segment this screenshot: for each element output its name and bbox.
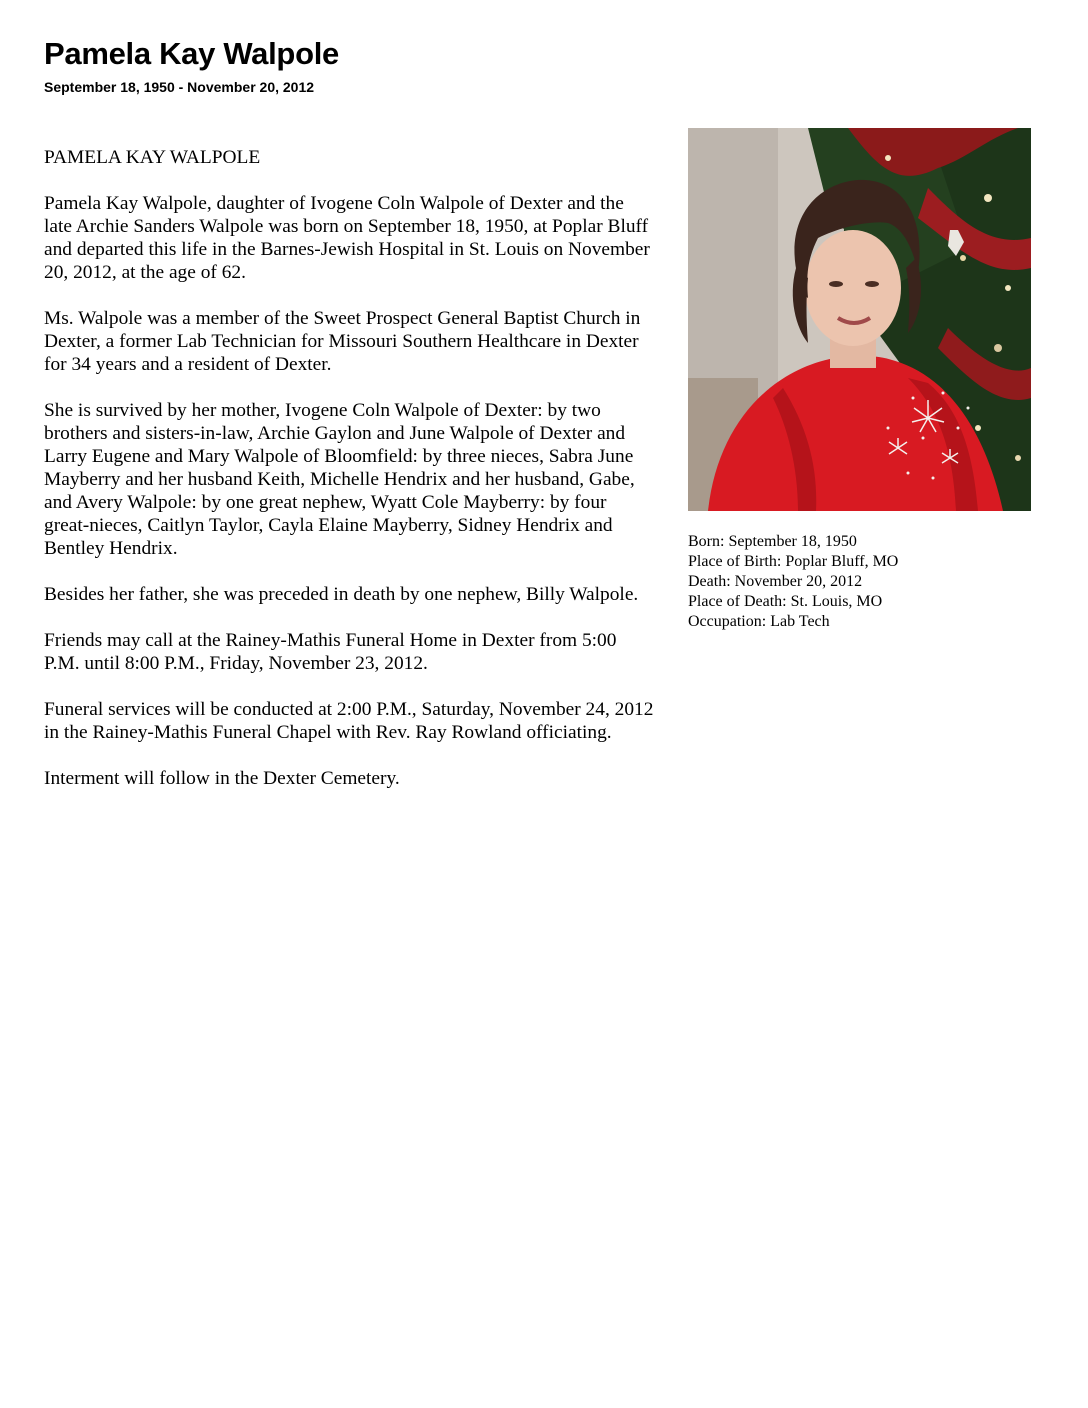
obituary-paragraph: Ms. Walpole was a member of the Sweet Prospect General Baptist Church in Dexter, a former Lab Technician for Missouri Southern Healthcare in Dexter for 34 years and a resident of Dexter. [44,308,641,375]
fact-death: Death: November 20, 2012 [688,573,863,590]
obituary-paragraph: Pamela Kay Walpole, daughter of Ivogene Coln Walpole of Dexter and the late Archie Sanders Walpole was born on September 18, 1950, at Poplar Bluff and departed this life in the Barnes-Jewish Hospital in St. Louis on November 20, 2012, at the age of 62. [44,193,650,283]
fact-place-of-death: Place of Death: St. Louis, MO [688,593,883,610]
portrait-photo [688,128,1031,511]
life-dates: September 18, 1950 - November 20, 2012 [44,79,315,95]
obituary-paragraph: She is survived by her mother, Ivogene Coln Walpole of Dexter: by two brothers and sisters-in-law, Archie Gaylon and June Walpole of Dexter and Larry Eugene and Mary Walpole of Bloomfield: by three nieces, Sabra June Mayberry and her husband Keith, Michelle Hendrix and her husband, Gabe, and Avery Walpole: by one great nephew, Wyatt Cole Mayberry: by four great-nieces, Caitlyn Taylor, Cayla Elaine Mayberry, Sidney Hendrix and Bentley Hendrix. [44,400,635,559]
fact-born: Born: September 18, 1950 [688,533,857,550]
obituary-heading: PAMELA KAY WALPOLE [44,147,261,168]
fact-occupation: Occupation: Lab Tech [688,613,830,630]
vital-facts [688,532,1068,632]
page-title: Pamela Kay Walpole [44,36,339,71]
obituary-paragraph: Interment will follow in the Dexter Cemetery. [44,768,400,789]
obituary-paragraph: Friends may call at the Rainey-Mathis Funeral Home in Dexter from 5:00 P.M. until 8:00 P.M., Friday, November 23, 2012. [44,630,617,674]
obituary-paragraph: Funeral services will be conducted at 2:00 P.M., Saturday, November 24, 2012 in the Rainey-Mathis Funeral Chapel with Rev. Ray Rowland officiating. [44,699,654,743]
obituary-paragraph: Besides her father, she was preceded in death by one nephew, Billy Walpole. [44,584,639,605]
obituary-body [44,146,654,813]
fact-place-of-birth: Place of Birth: Poplar Bluff, MO [688,553,899,570]
